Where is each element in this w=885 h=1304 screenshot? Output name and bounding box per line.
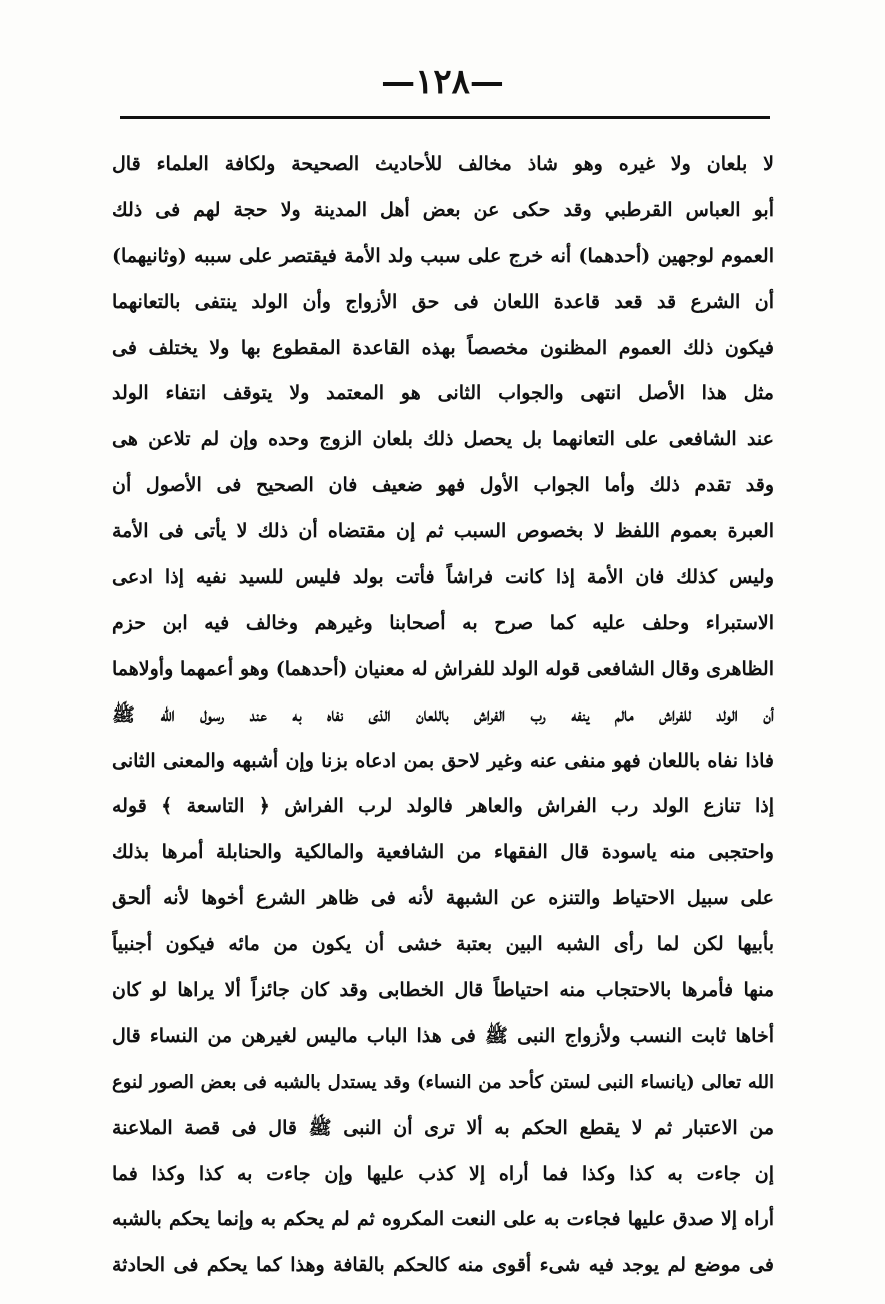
text-line: الظاهرى وقال الشافعى قوله الولد للفراش له معنيان (أحدهما) وهو أعمهما وأولاهما xyxy=(112,657,774,680)
page-body xyxy=(112,142,774,1289)
text-line: منها فأمرها بالاحتجاب منه احتياطاً قال الخطابى وقد كان جائزاً ألا يراها لو كان xyxy=(112,979,774,1002)
text-line: العبرة بعموم اللفظ لا بخصوص السبب ثم إن مقتضاه أن ذلك لا يأتى فى الأمة xyxy=(112,520,774,543)
text-line: فى موضع لم يوجد فيه شىء أقوى منه كالحكم بالقافة وهذا كما يحكم فى الحادثة xyxy=(112,1254,774,1277)
page-number: —١٢٨— xyxy=(381,62,504,102)
text-line: وليس كذلك فان الأمة إذا كانت فراشاً فأتت بولد فليس للسيد نفيه إذا ادعى xyxy=(112,566,774,589)
text-line: بأبيها لكن لما رأى الشبه البين بعتبة خشى أن يكون من مائه فيكون أجنبياً xyxy=(112,933,774,956)
text-line: العموم لوجهين (أحدهما) أنه خرج على سبب ولد الأمة فيقتصر على سببه (وثانيهما) xyxy=(112,244,774,267)
text-line: إن جاءت به كذا وكذا فما أراه إلا كذب عليها وإن جاءت به كذا وكذا فما xyxy=(112,1162,774,1185)
text-line: أن الولد للفراش مالم ينفه رب الفراش باللعان الذى نفاه به عند رسول الله ﷺ xyxy=(112,703,774,726)
text-line: من الاعتبار ثم لا يقطع الحكم به ألا ترى أن النبى ﷺ قال فى قصة الملاعنة xyxy=(112,1116,774,1139)
text-line: الاستبراء وحلف عليه كما صرح به أصحابنا وغيرهم وخالف فيه ابن حزم xyxy=(112,611,774,634)
text-line: واحتجبى منه ياسودة قال الفقهاء من الشافعية والمالكية والحنابلة أمرها بذلك xyxy=(112,841,774,864)
text-line: أبو العباس القرطبي وقد حكى عن بعض أهل المدينة ولا حجة لهم فى ذلك xyxy=(112,198,774,221)
text-line: على سبيل الاحتياط والتنزه عن الشبهة لأنه فى ظاهر الشرع أخوها لأنه ألحق xyxy=(112,887,774,910)
text-line: وقد تقدم ذلك وأما الجواب الأول فهو ضعيف فان الصحيح فى الأصول أن xyxy=(112,474,774,497)
text-line: مثل هذا الأصل انتهى والجواب الثانى هو المعتمد ولا يتوقف انتفاء الولد xyxy=(112,382,774,405)
text-line: عند الشافعى على التعانهما بل يحصل ذلك بلعان الزوج وحده وإن لم تلاعن هى xyxy=(112,428,774,451)
text-line: أراه إلا صدق عليها فجاءت به على النعت المكروه ثم لم يحكم به وإنما يحكم بالشبه xyxy=(112,1208,774,1231)
text-line: أخاها ثابت النسب ولأزواج النبى ﷺ فى هذا الباب ماليس لغيرهن من النساء قال xyxy=(112,1024,774,1047)
text-line: فيكون ذلك العموم المظنون مخصصاً بهذه القاعدة المقطوع بها ولا يختلف فى xyxy=(112,336,774,359)
text-line: إذا تنازع الولد رب الفراش والعاهر فالولد لرب الفراش ﴿ التاسعة ﴾ قوله xyxy=(112,795,774,818)
text-line: الله تعالى (يانساء النبى لستن كأحد من النساء) وقد يستدل بالشبه فى بعض الصور لنوع xyxy=(112,1071,774,1093)
text-line: لا بلعان ولا غيره وهو شاذ مخالف للأحاديث الصحيحة ولكافة العلماء قال xyxy=(112,153,774,175)
text-line: أن الشرع قد قعد قاعدة اللعان فى حق الأزواج وأن الولد ينتفى بالتعانهما xyxy=(112,290,774,313)
text-line: فاذا نفاه باللعان فهو منفى عنه وغير لاحق بمن ادعاه بزنا وإن أشبهه والمعنى الثانى xyxy=(112,749,774,772)
header-rule xyxy=(120,116,770,119)
